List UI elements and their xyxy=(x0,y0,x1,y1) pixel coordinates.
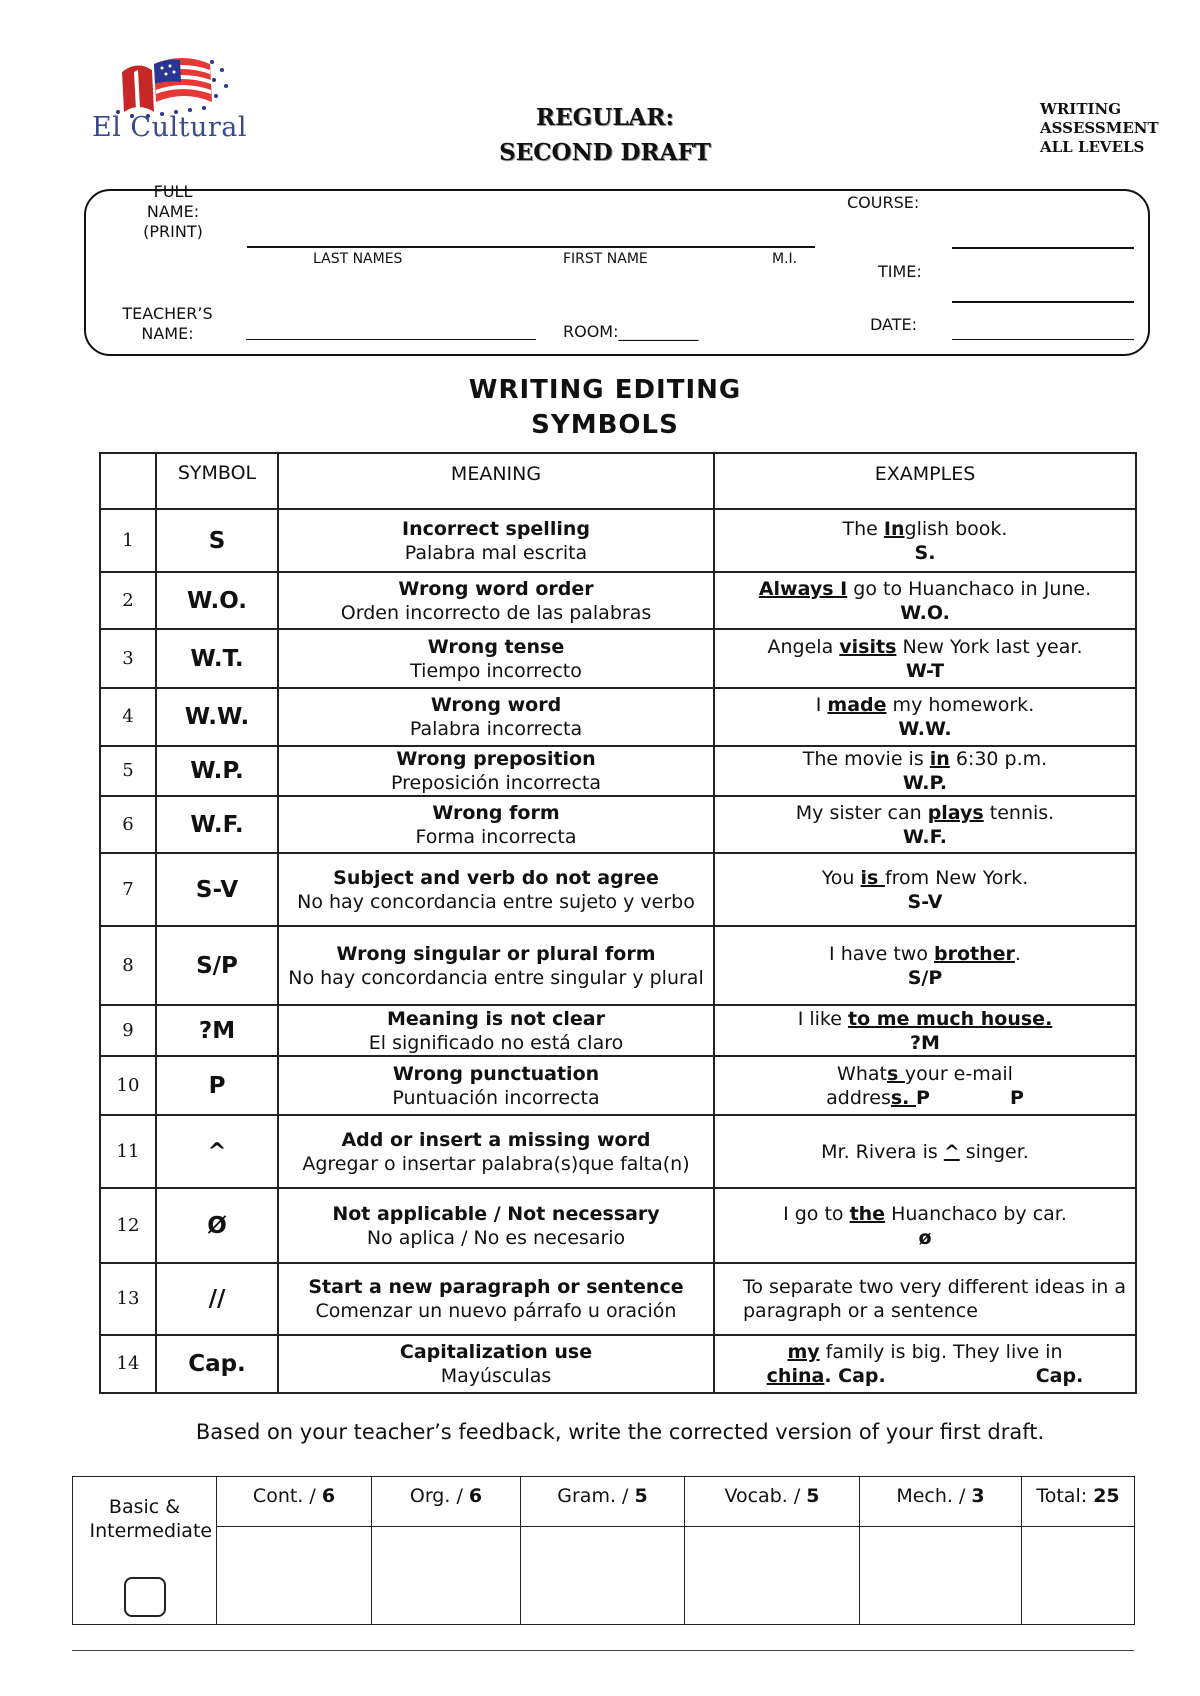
row-number: 14 xyxy=(100,1335,156,1393)
row-meaning: Start a new paragraph or sentence Comenzar un nuevo párrafo u oración xyxy=(278,1263,714,1335)
table-row xyxy=(100,1188,1136,1263)
row-example: my family is big. They live in china. Cap. Cap. xyxy=(714,1335,1136,1393)
row-symbol: ?M xyxy=(156,1005,278,1056)
row-meaning: Wrong singular or plural form No hay concordancia entre singular y plural xyxy=(278,926,714,1005)
header-meaning: MEANING xyxy=(278,453,714,509)
flags-logo-icon xyxy=(92,50,242,120)
row-example: I like to me much house. ?M xyxy=(714,1005,1136,1056)
full-name-field[interactable] xyxy=(247,246,815,248)
footer-divider xyxy=(72,1650,1134,1651)
table-row xyxy=(100,796,1136,853)
row-number: 11 xyxy=(100,1115,156,1188)
row-symbol: P xyxy=(156,1056,278,1115)
side-label-3: ALL LEVELS xyxy=(1040,138,1145,156)
teacher-name-field[interactable] xyxy=(246,339,536,340)
row-number: 5 xyxy=(100,746,156,796)
row-meaning: Wrong word Palabra incorrecta xyxy=(278,688,714,746)
row-example: I go to the Huanchaco by car. ø xyxy=(714,1188,1136,1263)
table-row xyxy=(100,629,1136,688)
row-number: 4 xyxy=(100,688,156,746)
vocab-header: Vocab. / 5 xyxy=(685,1477,860,1527)
instruction-text: Based on your teacher’s feedback, write the corrected version of your first draft. xyxy=(195,1420,1045,1444)
table-row xyxy=(100,1056,1136,1115)
cont-score-cell[interactable] xyxy=(217,1527,372,1625)
row-symbol: W.W. xyxy=(156,688,278,746)
header-examples: EXAMPLES xyxy=(714,453,1136,509)
gram-header: Gram. / 5 xyxy=(521,1477,685,1527)
table-row xyxy=(100,1263,1136,1335)
row-meaning: Wrong form Forma incorrecta xyxy=(278,796,714,853)
side-label-2: ASSESSMENT xyxy=(1040,119,1159,137)
date-field[interactable] xyxy=(952,339,1134,340)
row-symbol: S/P xyxy=(156,926,278,1005)
row-meaning: Wrong tense Tiempo incorrecto xyxy=(278,629,714,688)
row-example: The movie is in 6:30 p.m. W.P. xyxy=(714,746,1136,796)
row-symbol: // xyxy=(156,1263,278,1335)
row-number: 10 xyxy=(100,1056,156,1115)
level-cell xyxy=(73,1477,217,1625)
table-row xyxy=(100,1335,1136,1393)
row-number: 6 xyxy=(100,796,156,853)
row-example: Angela visits New York last year. W-T xyxy=(714,629,1136,688)
row-meaning: Not applicable / Not necessary No aplica / No es necesario xyxy=(278,1188,714,1263)
row-symbol: S-V xyxy=(156,853,278,926)
table-row xyxy=(100,688,1136,746)
row-number: 12 xyxy=(100,1188,156,1263)
row-example: I have two brother. S/P xyxy=(714,926,1136,1005)
row-number: 2 xyxy=(100,572,156,629)
mech-score-cell[interactable] xyxy=(860,1527,1022,1625)
table-row xyxy=(100,1005,1136,1056)
row-meaning: Incorrect spelling Palabra mal escrita xyxy=(278,509,714,572)
last-names-caption: LAST NAMES xyxy=(313,251,403,267)
side-label-1: WRITING xyxy=(1040,100,1122,118)
row-number: 7 xyxy=(100,853,156,926)
mech-header: Mech. / 3 xyxy=(860,1477,1022,1527)
row-symbol: W.O. xyxy=(156,572,278,629)
row-symbol: Ø xyxy=(156,1188,278,1263)
row-symbol: W.F. xyxy=(156,796,278,853)
logo-text: El Cultural xyxy=(92,112,247,143)
header-num xyxy=(100,453,156,509)
time-label: TIME: xyxy=(878,262,922,281)
row-example: I made my homework. W.W. xyxy=(714,688,1136,746)
full-name-label: FULL NAME: (PRINT) xyxy=(143,182,203,241)
row-meaning: Capitalization use Mayúsculas xyxy=(278,1335,714,1393)
title-line-1: REGULAR: xyxy=(536,104,674,131)
teacher-name-label: TEACHER’S NAME: xyxy=(122,304,213,343)
level-label: Basic & Intermediate xyxy=(89,1496,213,1542)
table-row xyxy=(100,746,1136,796)
table-row xyxy=(100,1115,1136,1188)
title-line-2: SECOND DRAFT xyxy=(499,139,711,166)
level-checkbox[interactable] xyxy=(124,1577,166,1617)
total-score-cell[interactable] xyxy=(1022,1527,1135,1625)
row-number: 8 xyxy=(100,926,156,1005)
row-example: Whats your e-mail address. P P xyxy=(714,1056,1136,1115)
row-number: 3 xyxy=(100,629,156,688)
row-example: My sister can plays tennis. W.F. xyxy=(714,796,1136,853)
row-meaning: Subject and verb do not agree No hay concordancia entre sujeto y verbo xyxy=(278,853,714,926)
row-symbol: ^ xyxy=(156,1115,278,1188)
table-header-row xyxy=(100,453,1136,509)
total-header: Total: 25 xyxy=(1022,1477,1135,1527)
gram-score-cell[interactable] xyxy=(521,1527,685,1625)
row-meaning: Meaning is not clear El significado no está claro xyxy=(278,1005,714,1056)
first-name-caption: FIRST NAME xyxy=(563,251,648,267)
date-label: DATE: xyxy=(870,315,918,334)
time-field[interactable] xyxy=(952,301,1134,303)
course-field[interactable] xyxy=(952,247,1134,249)
row-example: Always I go to Huanchaco in June. W.O. xyxy=(714,572,1136,629)
section-title: WRITING EDITING SYMBOLS xyxy=(468,375,742,440)
row-meaning: Add or insert a missing word Agregar o insertar palabra(s)que falta(n) xyxy=(278,1115,714,1188)
row-meaning: Wrong word order Orden incorrecto de las palabras xyxy=(278,572,714,629)
row-example: Mr. Rivera is ^ singer. xyxy=(714,1115,1136,1188)
table-row xyxy=(100,509,1136,572)
editing-symbols-table xyxy=(99,452,1137,1394)
row-symbol: W.T. xyxy=(156,629,278,688)
room-field[interactable]: ROOM:__________ xyxy=(563,322,699,341)
table-row xyxy=(100,572,1136,629)
cont-header: Cont. / 6 xyxy=(217,1477,372,1527)
course-label: COURSE: xyxy=(847,193,920,212)
row-number: 13 xyxy=(100,1263,156,1335)
row-example: To separate two very different ideas in a paragraph or a sentence xyxy=(714,1263,1136,1335)
header-symbol: SYMBOL xyxy=(156,453,278,509)
vocab-score-cell[interactable] xyxy=(685,1527,860,1625)
mi-caption: M.I. xyxy=(772,251,798,267)
org-header: Org. / 6 xyxy=(372,1477,521,1527)
row-meaning: Wrong preposition Preposición incorrecta xyxy=(278,746,714,796)
table-row xyxy=(100,926,1136,1005)
row-symbol: S xyxy=(156,509,278,572)
row-symbol: Cap. xyxy=(156,1335,278,1393)
score-table xyxy=(72,1476,1135,1625)
row-number: 1 xyxy=(100,509,156,572)
row-example: The Inglish book. S. xyxy=(714,509,1136,572)
row-meaning: Wrong punctuation Puntuación incorrecta xyxy=(278,1056,714,1115)
row-example: You is from New York. S-V xyxy=(714,853,1136,926)
org-score-cell[interactable] xyxy=(372,1527,521,1625)
row-symbol: W.P. xyxy=(156,746,278,796)
row-number: 9 xyxy=(100,1005,156,1056)
table-row xyxy=(100,853,1136,926)
